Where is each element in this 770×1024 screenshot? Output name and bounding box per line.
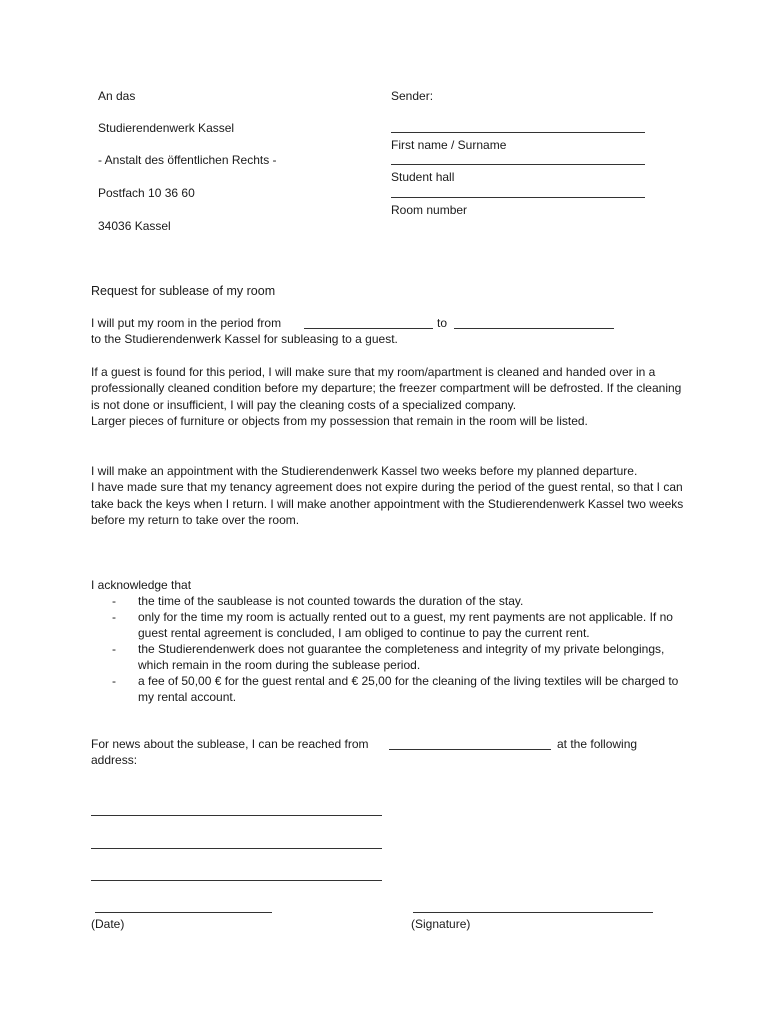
period-line-2: to the Studierendenwerk Kassel for subleasing to a guest. [91,332,398,346]
period-prefix: I will put my room in the period from [91,316,282,330]
list-item-text: the time of the saublease is not counted towards the duration of the stay. [138,594,524,608]
period-to-line[interactable] [454,328,614,329]
acknowledge-intro: I acknowledge that [91,578,192,592]
date-label: (Date) [91,917,125,931]
cleaning-text-2: Larger pieces of furniture or objects from my possession that remain in the room will be listed. [91,413,588,428]
appointment-text-2: I have made sure that my tenancy agreement does not expire during the period of the guest rental, so that I can take back the keys when I return. I will make another appointment with the Studierendenwerk Kassel two weeks before my return to take over the room. [91,480,684,527]
list-item [91,593,691,609]
bullet-dash: - [112,674,116,688]
signature-label: (Signature) [411,917,471,931]
signature-line[interactable] [413,912,653,913]
bullet-dash: - [112,594,116,608]
bullet-dash: - [112,642,116,656]
recipient-line-1: An das [98,89,136,103]
sender-room-line[interactable] [391,197,645,198]
recipient-line-5: 34036 Kassel [98,219,171,233]
news-line-2: address: [91,753,138,767]
bullet-dash: - [112,610,116,624]
list-item [91,641,691,673]
sender-label: Sender: [391,89,434,103]
address-line-1[interactable] [91,815,382,816]
list-item-text: the Studierendenwerk does not guarantee the completeness and integrity of my private belongings, which remain in the room during the sublease period. [138,642,665,672]
appointment-text-1: I will make an appointment with the Studierendenwerk Kassel two weeks before my planned departure. [91,464,638,478]
list-item-text: only for the time my room is actually rented out to a guest, my rent payments are not applicable. If no guest rental agreement is concluded, I am obliged to continue to pay the current rent. [138,610,673,640]
sender-room-label: Room number [391,203,468,217]
date-line[interactable] [95,912,272,913]
appointment-paragraph [91,463,691,528]
recipient-line-4: Postfach 10 36 60 [98,186,195,200]
sender-name-line[interactable] [391,132,645,133]
sender-name-label: First name / Surname [391,138,507,152]
sender-hall-label: Student hall [391,170,455,184]
list-item-text: a fee of 50,00 € for the guest rental and € 25,00 for the cleaning of the living textiles will be charged to my rental account. [138,674,679,704]
news-suffix: at the following [557,737,638,751]
acknowledge-list [91,593,691,705]
sender-hall-line[interactable] [391,164,645,165]
cleaning-paragraph [91,364,691,429]
period-to-label: to [437,316,448,330]
news-from-line[interactable] [389,749,551,750]
period-from-line[interactable] [304,328,433,329]
list-item [91,673,691,705]
list-item [91,609,691,641]
address-line-2[interactable] [91,848,382,849]
recipient-line-2: Studierendenwerk Kassel [98,121,235,135]
news-prefix: For news about the sublease, I can be reached from [91,737,369,751]
address-line-3[interactable] [91,880,382,881]
subject-heading: Request for sublease of my room [91,284,276,298]
cleaning-text-1: If a guest is found for this period, I will make sure that my room/apartment is cleaned and handed over in a professionally cleaned condition before my departure; the freezer compartment will be defrosted. If the cleaning is not done or insufficient, I will pay the cleaning costs of a specialized company. [91,365,682,412]
recipient-line-3: - Anstalt des öffentlichen Rechts - [98,153,277,167]
